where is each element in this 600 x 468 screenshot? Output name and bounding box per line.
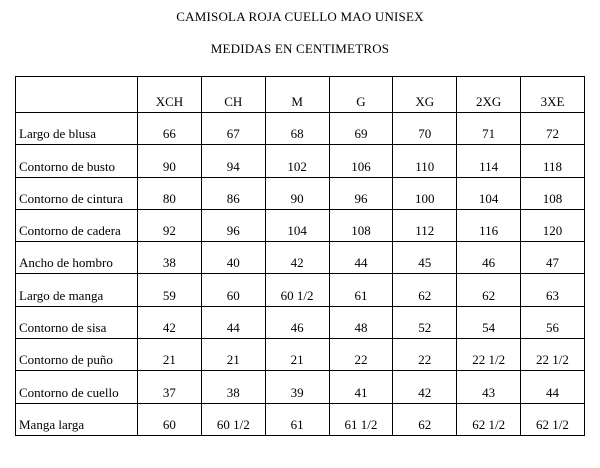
measurement-value: 68 bbox=[265, 113, 329, 145]
measurement-value: 60 1/2 bbox=[265, 274, 329, 306]
table-row bbox=[16, 403, 585, 435]
measurement-value: 71 bbox=[457, 113, 521, 145]
measurement-value: 104 bbox=[265, 209, 329, 241]
size-header: M bbox=[265, 77, 329, 113]
measurement-value: 62 bbox=[393, 403, 457, 435]
measurement-value: 61 bbox=[329, 274, 393, 306]
measurement-value: 22 1/2 bbox=[457, 339, 521, 371]
measurement-value: 62 1/2 bbox=[457, 403, 521, 435]
measurement-value: 90 bbox=[265, 177, 329, 209]
measurement-value: 42 bbox=[265, 242, 329, 274]
size-header: CH bbox=[201, 77, 265, 113]
measurement-value: 44 bbox=[201, 306, 265, 338]
table-row bbox=[16, 339, 585, 371]
measurement-value: 60 1/2 bbox=[201, 403, 265, 435]
measurement-label: Contorno de cuello bbox=[16, 371, 138, 403]
measurement-value: 59 bbox=[138, 274, 202, 306]
table-row bbox=[16, 306, 585, 338]
table-row bbox=[16, 274, 585, 306]
size-header: 2XG bbox=[457, 77, 521, 113]
measurement-value: 42 bbox=[393, 371, 457, 403]
size-chart-table bbox=[15, 76, 585, 436]
measurement-value: 45 bbox=[393, 242, 457, 274]
measurement-value: 62 bbox=[457, 274, 521, 306]
measurement-value: 22 1/2 bbox=[521, 339, 585, 371]
measurement-label: Contorno de cadera bbox=[16, 209, 138, 241]
measurement-value: 120 bbox=[521, 209, 585, 241]
measurement-value: 60 bbox=[138, 403, 202, 435]
measurement-value: 102 bbox=[265, 145, 329, 177]
table-row bbox=[16, 371, 585, 403]
measurement-value: 106 bbox=[329, 145, 393, 177]
measurement-label: Contorno de busto bbox=[16, 145, 138, 177]
measurement-value: 39 bbox=[265, 371, 329, 403]
measurement-value: 46 bbox=[457, 242, 521, 274]
measurement-value: 62 1/2 bbox=[521, 403, 585, 435]
measurement-value: 104 bbox=[457, 177, 521, 209]
measurement-label: Largo de blusa bbox=[16, 113, 138, 145]
measurement-value: 22 bbox=[329, 339, 393, 371]
measurement-value: 108 bbox=[521, 177, 585, 209]
table-row bbox=[16, 209, 585, 241]
measurement-label: Contorno de puño bbox=[16, 339, 138, 371]
measurement-value: 46 bbox=[265, 306, 329, 338]
measurement-value: 114 bbox=[457, 145, 521, 177]
corner-cell bbox=[16, 77, 138, 113]
table-row bbox=[16, 177, 585, 209]
measurement-value: 108 bbox=[329, 209, 393, 241]
document-title: CAMISOLA ROJA CUELLO MAO UNISEX bbox=[176, 9, 424, 24]
measurement-label: Ancho de hombro bbox=[16, 242, 138, 274]
measurement-value: 63 bbox=[521, 274, 585, 306]
size-header: G bbox=[329, 77, 393, 113]
size-header: XCH bbox=[138, 77, 202, 113]
table-row bbox=[16, 113, 585, 145]
measurement-value: 94 bbox=[201, 145, 265, 177]
measurement-value: 92 bbox=[138, 209, 202, 241]
measurement-value: 70 bbox=[393, 113, 457, 145]
measurement-value: 41 bbox=[329, 371, 393, 403]
measurement-value: 61 1/2 bbox=[329, 403, 393, 435]
measurement-value: 96 bbox=[329, 177, 393, 209]
measurement-value: 44 bbox=[329, 242, 393, 274]
measurement-value: 47 bbox=[521, 242, 585, 274]
measurement-value: 48 bbox=[329, 306, 393, 338]
measurement-value: 80 bbox=[138, 177, 202, 209]
measurement-value: 112 bbox=[393, 209, 457, 241]
measurement-value: 86 bbox=[201, 177, 265, 209]
measurement-value: 96 bbox=[201, 209, 265, 241]
measurement-value: 38 bbox=[138, 242, 202, 274]
measurement-value: 90 bbox=[138, 145, 202, 177]
document-subtitle: MEDIDAS EN CENTIMETROS bbox=[210, 41, 390, 56]
measurement-value: 67 bbox=[201, 113, 265, 145]
measurement-value: 54 bbox=[457, 306, 521, 338]
measurement-value: 52 bbox=[393, 306, 457, 338]
measurement-value: 38 bbox=[201, 371, 265, 403]
measurement-value: 37 bbox=[138, 371, 202, 403]
measurement-value: 116 bbox=[457, 209, 521, 241]
measurement-value: 43 bbox=[457, 371, 521, 403]
measurement-value: 72 bbox=[521, 113, 585, 145]
measurement-value: 56 bbox=[521, 306, 585, 338]
measurement-value: 100 bbox=[393, 177, 457, 209]
header-row bbox=[16, 77, 585, 113]
measurement-value: 61 bbox=[265, 403, 329, 435]
size-header: XG bbox=[393, 77, 457, 113]
measurement-value: 62 bbox=[393, 274, 457, 306]
measurement-value: 66 bbox=[138, 113, 202, 145]
measurement-value: 40 bbox=[201, 242, 265, 274]
measurement-value: 42 bbox=[138, 306, 202, 338]
measurement-value: 69 bbox=[329, 113, 393, 145]
measurement-label: Contorno de cintura bbox=[16, 177, 138, 209]
measurement-value: 21 bbox=[138, 339, 202, 371]
measurement-value: 21 bbox=[201, 339, 265, 371]
measurement-value: 21 bbox=[265, 339, 329, 371]
measurement-value: 22 bbox=[393, 339, 457, 371]
measurement-value: 118 bbox=[521, 145, 585, 177]
measurement-label: Manga larga bbox=[16, 403, 138, 435]
measurement-value: 60 bbox=[201, 274, 265, 306]
measurement-value: 44 bbox=[521, 371, 585, 403]
measurement-value: 110 bbox=[393, 145, 457, 177]
measurement-label: Contorno de sisa bbox=[16, 306, 138, 338]
measurement-label: Largo de manga bbox=[16, 274, 138, 306]
table-row bbox=[16, 145, 585, 177]
table-row bbox=[16, 242, 585, 274]
size-header: 3XE bbox=[521, 77, 585, 113]
